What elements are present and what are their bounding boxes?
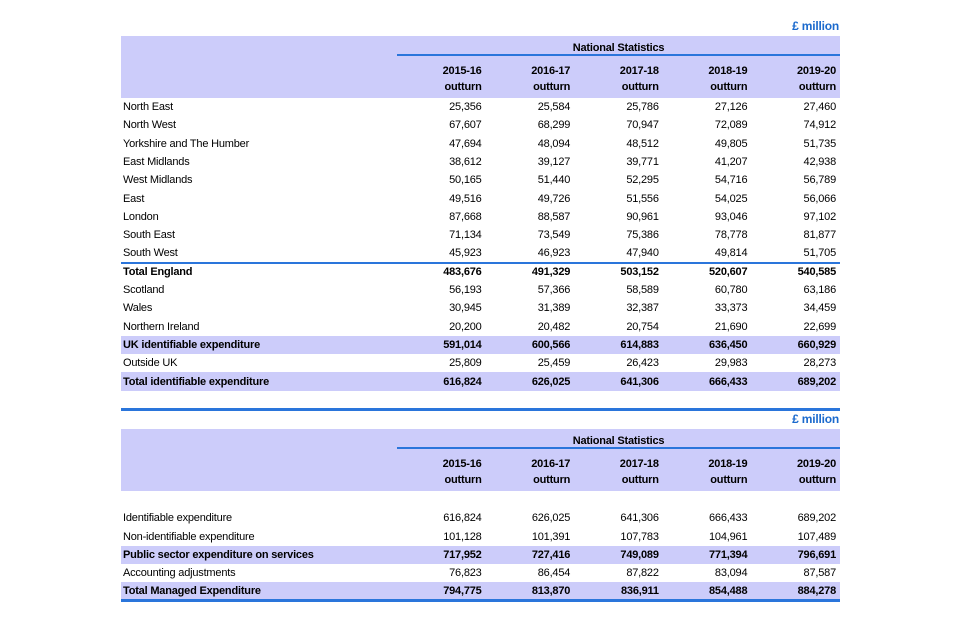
table-row [121, 336, 840, 354]
value-cell: 50,165 [449, 174, 482, 187]
value-cell: 78,778 [714, 229, 748, 242]
table-body [121, 491, 840, 601]
year-column-header: 2016-17 [531, 458, 571, 470]
table-row [121, 116, 840, 134]
table-row [121, 208, 840, 226]
value-cell: 86,454 [537, 567, 571, 580]
value-cell: 70,947 [626, 119, 659, 132]
value-cell: 626,025 [531, 512, 571, 525]
table-row [121, 372, 840, 390]
value-cell: 689,202 [797, 375, 836, 388]
row-label: Total Managed Expenditure [123, 584, 261, 597]
value-cell: 25,356 [449, 101, 482, 114]
value-cell: 72,089 [714, 119, 748, 132]
year-header-row [121, 55, 840, 77]
year-column-header: 2019-20 [797, 65, 836, 77]
year-column-header: 2017-18 [619, 458, 659, 470]
value-cell: 25,786 [626, 101, 659, 114]
value-cell: 101,128 [443, 530, 482, 543]
value-cell: 25,584 [537, 101, 571, 114]
row-label: Identifiable expenditure [123, 512, 232, 525]
identifiable-expenditure-table-block [121, 18, 840, 391]
value-cell: 83,094 [714, 567, 748, 580]
table-row [121, 528, 840, 546]
value-cell: 101,391 [531, 530, 571, 543]
table-header [121, 36, 840, 98]
table-row [121, 153, 840, 171]
row-label: Outside UK [123, 357, 178, 370]
table-row [121, 281, 840, 299]
year-column-header: 2018-19 [708, 65, 748, 77]
value-cell: 641,306 [620, 375, 659, 388]
value-cell: 107,489 [797, 530, 836, 543]
value-cell: 813,870 [531, 584, 571, 597]
value-cell: 88,587 [537, 210, 571, 223]
value-cell: 76,823 [449, 567, 482, 580]
year-column-header: 2015-16 [442, 458, 482, 470]
value-cell: 749,089 [620, 549, 659, 562]
group-header: National Statistics [397, 36, 840, 55]
value-cell: 93,046 [714, 210, 748, 223]
group-header-row [121, 36, 840, 55]
outturn-column-header: outturn [621, 80, 659, 93]
value-cell: 60,780 [714, 284, 748, 297]
table-row [121, 226, 840, 244]
group-header: National Statistics [397, 429, 840, 448]
year-column-header: 2016-17 [531, 65, 571, 77]
value-cell: 54,716 [714, 174, 748, 187]
value-cell: 58,589 [626, 284, 659, 297]
value-cell: 67,607 [449, 119, 482, 132]
year-column-header: 2015-16 [442, 65, 482, 77]
value-cell: 626,025 [531, 375, 571, 388]
value-cell: 641,306 [620, 512, 659, 525]
value-cell: 717,952 [443, 549, 482, 562]
year-column-header: 2017-18 [619, 65, 659, 77]
row-label: North West [123, 119, 176, 132]
value-cell: 491,329 [531, 266, 571, 279]
value-cell: 54,025 [714, 192, 748, 205]
value-cell: 540,585 [797, 266, 836, 279]
outturn-column-header: outturn [444, 80, 482, 93]
value-cell: 107,783 [620, 530, 659, 543]
value-cell: 591,014 [443, 339, 482, 351]
value-cell: 49,726 [537, 192, 571, 205]
row-label: Yorkshire and The Humber [123, 137, 250, 150]
outturn-column-header: outturn [710, 80, 748, 93]
value-cell: 600,566 [531, 339, 571, 351]
table-row [121, 171, 840, 189]
table-row [121, 263, 840, 281]
value-cell: 616,824 [443, 375, 482, 388]
value-cell: 38,612 [449, 156, 482, 169]
outturn-column-header: outturn [444, 473, 482, 486]
value-cell: 42,938 [803, 156, 836, 169]
value-cell: 20,482 [537, 320, 571, 333]
row-label [121, 491, 397, 509]
value-cell: 48,094 [537, 137, 571, 150]
value-cell: 666,433 [709, 512, 748, 525]
value-cell: 39,771 [626, 156, 659, 169]
row-label: North East [123, 101, 173, 114]
value-cell: 616,824 [443, 512, 482, 525]
row-label: Northern Ireland [123, 320, 200, 333]
value-cell: 49,516 [449, 192, 482, 205]
value-cell: 520,607 [709, 266, 748, 279]
row-label: Total identifiable expenditure [123, 375, 269, 388]
value-cell [397, 491, 486, 509]
value-cell: 49,805 [714, 137, 748, 150]
table-row [121, 244, 840, 262]
value-cell: 26,423 [626, 357, 659, 370]
outturn-column-header: outturn [533, 473, 571, 486]
value-cell: 25,809 [449, 357, 482, 370]
value-cell: 49,814 [714, 247, 748, 260]
value-cell: 884,278 [797, 584, 836, 597]
value-cell: 57,366 [537, 284, 571, 297]
outturn-column-header: outturn [798, 473, 836, 486]
header-blank-cell [121, 470, 397, 491]
outturn-header-row [121, 77, 840, 98]
value-cell: 21,690 [714, 320, 748, 333]
row-label: London [123, 210, 159, 223]
value-cell: 22,699 [803, 320, 836, 333]
total-managed-expenditure-table-block [121, 408, 840, 602]
row-label: Wales [123, 302, 153, 315]
value-cell: 796,691 [797, 549, 836, 562]
value-cell: 32,387 [626, 302, 659, 315]
value-cell: 660,929 [797, 339, 836, 351]
value-cell: 794,775 [443, 584, 482, 597]
row-label: West Midlands [123, 174, 193, 187]
value-cell: 51,735 [803, 137, 836, 150]
value-cell: 614,883 [620, 339, 659, 351]
value-cell: 727,416 [531, 549, 571, 562]
row-label: UK identifiable expenditure [123, 339, 261, 351]
value-cell: 51,705 [803, 247, 836, 260]
value-cell: 27,126 [714, 101, 748, 114]
value-cell: 52,295 [626, 174, 659, 187]
outturn-header-row [121, 470, 840, 491]
value-cell: 87,822 [626, 567, 659, 580]
outturn-column-header: outturn [710, 473, 748, 486]
table-row [121, 564, 840, 582]
value-cell: 51,440 [537, 174, 571, 187]
outturn-column-header: outturn [533, 80, 571, 93]
value-cell: 46,923 [537, 247, 571, 260]
row-label: Scotland [123, 284, 165, 297]
value-cell: 41,207 [714, 156, 748, 169]
value-cell: 56,066 [803, 192, 836, 205]
outturn-column-header: outturn [798, 80, 836, 93]
table-row [121, 189, 840, 207]
outturn-column-header: outturn [621, 473, 659, 486]
value-cell: 689,202 [797, 512, 836, 525]
table-row [121, 582, 840, 600]
value-cell: 31,389 [537, 302, 571, 315]
value-cell: 104,961 [709, 530, 748, 543]
value-cell: 29,983 [714, 357, 748, 370]
value-cell: 45,923 [449, 247, 482, 260]
header-blank-cell [121, 429, 397, 448]
value-cell: 771,394 [709, 549, 748, 562]
value-cell: 39,127 [537, 156, 571, 169]
value-cell: 47,694 [449, 137, 482, 150]
header-blank-cell [121, 55, 397, 77]
year-column-header: 2018-19 [708, 458, 748, 470]
year-header-row [121, 448, 840, 470]
value-cell: 20,200 [449, 320, 482, 333]
value-cell: 97,102 [803, 210, 836, 223]
value-cell: 87,587 [803, 567, 836, 580]
value-cell: 854,488 [709, 584, 748, 597]
row-label: Accounting adjustments [123, 567, 236, 580]
row-label: Total England [123, 266, 193, 279]
value-cell: 836,911 [621, 584, 659, 597]
table-row [121, 546, 840, 564]
row-label: South West [123, 247, 178, 260]
value-cell: 71,134 [449, 229, 482, 242]
value-cell: 56,193 [449, 284, 482, 297]
value-cell: 30,945 [449, 302, 482, 315]
table-row [121, 509, 840, 527]
value-cell: 68,299 [537, 119, 571, 132]
value-cell: 51,556 [626, 192, 659, 205]
value-cell: 636,450 [709, 339, 748, 351]
value-cell [751, 491, 840, 509]
value-cell: 34,459 [803, 302, 836, 315]
row-label: East Midlands [123, 156, 190, 169]
value-cell: 48,512 [626, 137, 659, 150]
value-cell: 483,676 [443, 266, 482, 279]
value-cell: 87,668 [449, 210, 482, 223]
value-cell: 33,373 [714, 302, 748, 315]
row-label: Public sector expenditure on services [123, 549, 314, 562]
value-cell: 81,877 [803, 229, 836, 242]
value-cell: 90,961 [626, 210, 659, 223]
header-blank-cell [121, 36, 397, 55]
value-cell: 27,460 [803, 101, 836, 114]
total-managed-expenditure-table [121, 429, 840, 602]
table-header [121, 429, 840, 491]
value-cell [663, 491, 752, 509]
unit-label: £ million [792, 412, 839, 426]
value-cell: 25,459 [537, 357, 571, 370]
value-cell [574, 491, 663, 509]
group-header-row [121, 429, 840, 448]
value-cell: 666,433 [709, 375, 748, 388]
value-cell: 73,549 [537, 229, 571, 242]
row-label: East [123, 192, 145, 205]
table-body [121, 98, 840, 391]
value-cell: 28,273 [803, 357, 836, 370]
value-cell [486, 491, 575, 509]
unit-label: £ million [792, 19, 839, 33]
spacer-row [121, 491, 840, 509]
value-cell: 56,789 [803, 174, 836, 187]
row-label: South East [123, 229, 175, 242]
table-row [121, 354, 840, 372]
value-cell: 47,940 [626, 247, 659, 260]
header-blank-cell [121, 448, 397, 470]
table-row [121, 135, 840, 153]
value-cell: 75,386 [626, 229, 659, 242]
value-cell: 503,152 [620, 266, 659, 279]
header-blank-cell [121, 77, 397, 98]
table-row [121, 299, 840, 317]
table-row [121, 98, 840, 116]
value-cell: 63,186 [803, 284, 836, 297]
row-label: Non-identifiable expenditure [123, 530, 255, 543]
value-cell: 74,912 [803, 119, 836, 132]
table-row [121, 318, 840, 336]
value-cell: 20,754 [626, 320, 659, 333]
identifiable-expenditure-table [121, 36, 840, 391]
year-column-header: 2019-20 [797, 458, 836, 470]
